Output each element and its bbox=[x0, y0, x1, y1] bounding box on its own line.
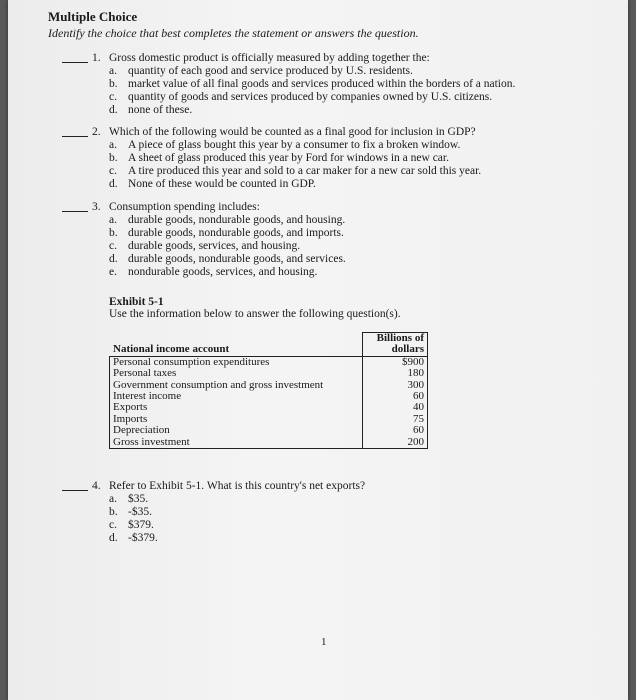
question-2 bbox=[48, 126, 608, 196]
question-1 bbox=[48, 52, 608, 122]
option-b: b. durable goods, nondurable goods, and imports. bbox=[109, 227, 344, 239]
option-a: a. quantity of each good and service produced by U.S. residents. bbox=[109, 65, 413, 77]
table-row: Gross investment 200 bbox=[110, 437, 428, 449]
option-e: e. nondurable goods, services, and housing. bbox=[109, 266, 318, 278]
option-d: d. -$379. bbox=[109, 532, 158, 544]
option-b: b. -$35. bbox=[109, 506, 152, 518]
exhibit-title: Exhibit 5-1 bbox=[109, 296, 164, 308]
question-text: Refer to Exhibit 5-1. What is this country's net exports? bbox=[109, 480, 366, 492]
table-row: Personal taxes 180 bbox=[110, 368, 428, 379]
question-number: 2. bbox=[92, 126, 101, 138]
section-heading bbox=[48, 9, 419, 41]
worksheet-page bbox=[8, 0, 628, 700]
question-text: Gross domestic product is officially measured by adding together the: bbox=[109, 52, 430, 64]
table-row: Depreciation 60 bbox=[110, 425, 428, 436]
table-row: Personal consumption expenditures $900 bbox=[110, 356, 428, 368]
option-d: d. None of these would be counted in GDP. bbox=[109, 178, 316, 190]
table-row: Government consumption and gross investment 300 bbox=[110, 380, 428, 391]
column-header-account: National income account bbox=[110, 333, 363, 357]
option-a: a. durable goods, nondurable goods, and housing. bbox=[109, 214, 346, 226]
question-4 bbox=[48, 480, 608, 550]
page-number: 1 bbox=[321, 636, 327, 648]
option-b: b. market value of all final goods and services produced within the borders of a nation. bbox=[109, 78, 516, 90]
option-c: c. $379. bbox=[109, 519, 154, 531]
question-number: 1. bbox=[92, 52, 101, 64]
question-number: 4. bbox=[92, 480, 101, 492]
table-row: Interest income 60 bbox=[110, 391, 428, 402]
exhibit-block bbox=[109, 296, 401, 320]
answer-blank-2[interactable] bbox=[62, 136, 88, 137]
answer-blank-4[interactable] bbox=[62, 490, 88, 491]
question-3 bbox=[48, 201, 608, 283]
option-d: d. none of these. bbox=[109, 104, 193, 116]
option-c: c. A tire produced this year and sold to a car maker for a new car sold this year. bbox=[109, 165, 482, 177]
column-header-value: Billions of dollars bbox=[363, 333, 428, 357]
exhibit-caption: Use the information below to answer the following question(s). bbox=[109, 308, 401, 320]
table-row: Exports 40 bbox=[110, 402, 428, 413]
option-c: c. quantity of goods and services produced by companies owned by U.S. citizens. bbox=[109, 91, 493, 103]
section-instructions: Identify the choice that best completes the statement or answers the question. bbox=[48, 26, 419, 40]
question-number: 3. bbox=[92, 201, 101, 213]
option-d: d. durable goods, nondurable goods, and services. bbox=[109, 253, 346, 265]
option-b: b. A sheet of glass produced this year by Ford for windows in a new car. bbox=[109, 152, 449, 164]
table-row: Imports 75 bbox=[110, 414, 428, 425]
question-text: Which of the following would be counted as a final good for inclusion in GDP? bbox=[109, 126, 476, 138]
option-a: a. A piece of glass bought this year by a consumer to fix a broken window. bbox=[109, 139, 461, 151]
question-text: Consumption spending includes: bbox=[109, 201, 260, 213]
exhibit-table bbox=[109, 332, 428, 449]
answer-blank-3[interactable] bbox=[62, 211, 88, 212]
section-title: Multiple Choice bbox=[48, 9, 138, 24]
answer-blank-1[interactable] bbox=[62, 62, 88, 63]
table-header-row bbox=[110, 333, 428, 357]
option-c: c. durable goods, services, and housing. bbox=[109, 240, 301, 252]
option-a: a. $35. bbox=[109, 493, 149, 505]
